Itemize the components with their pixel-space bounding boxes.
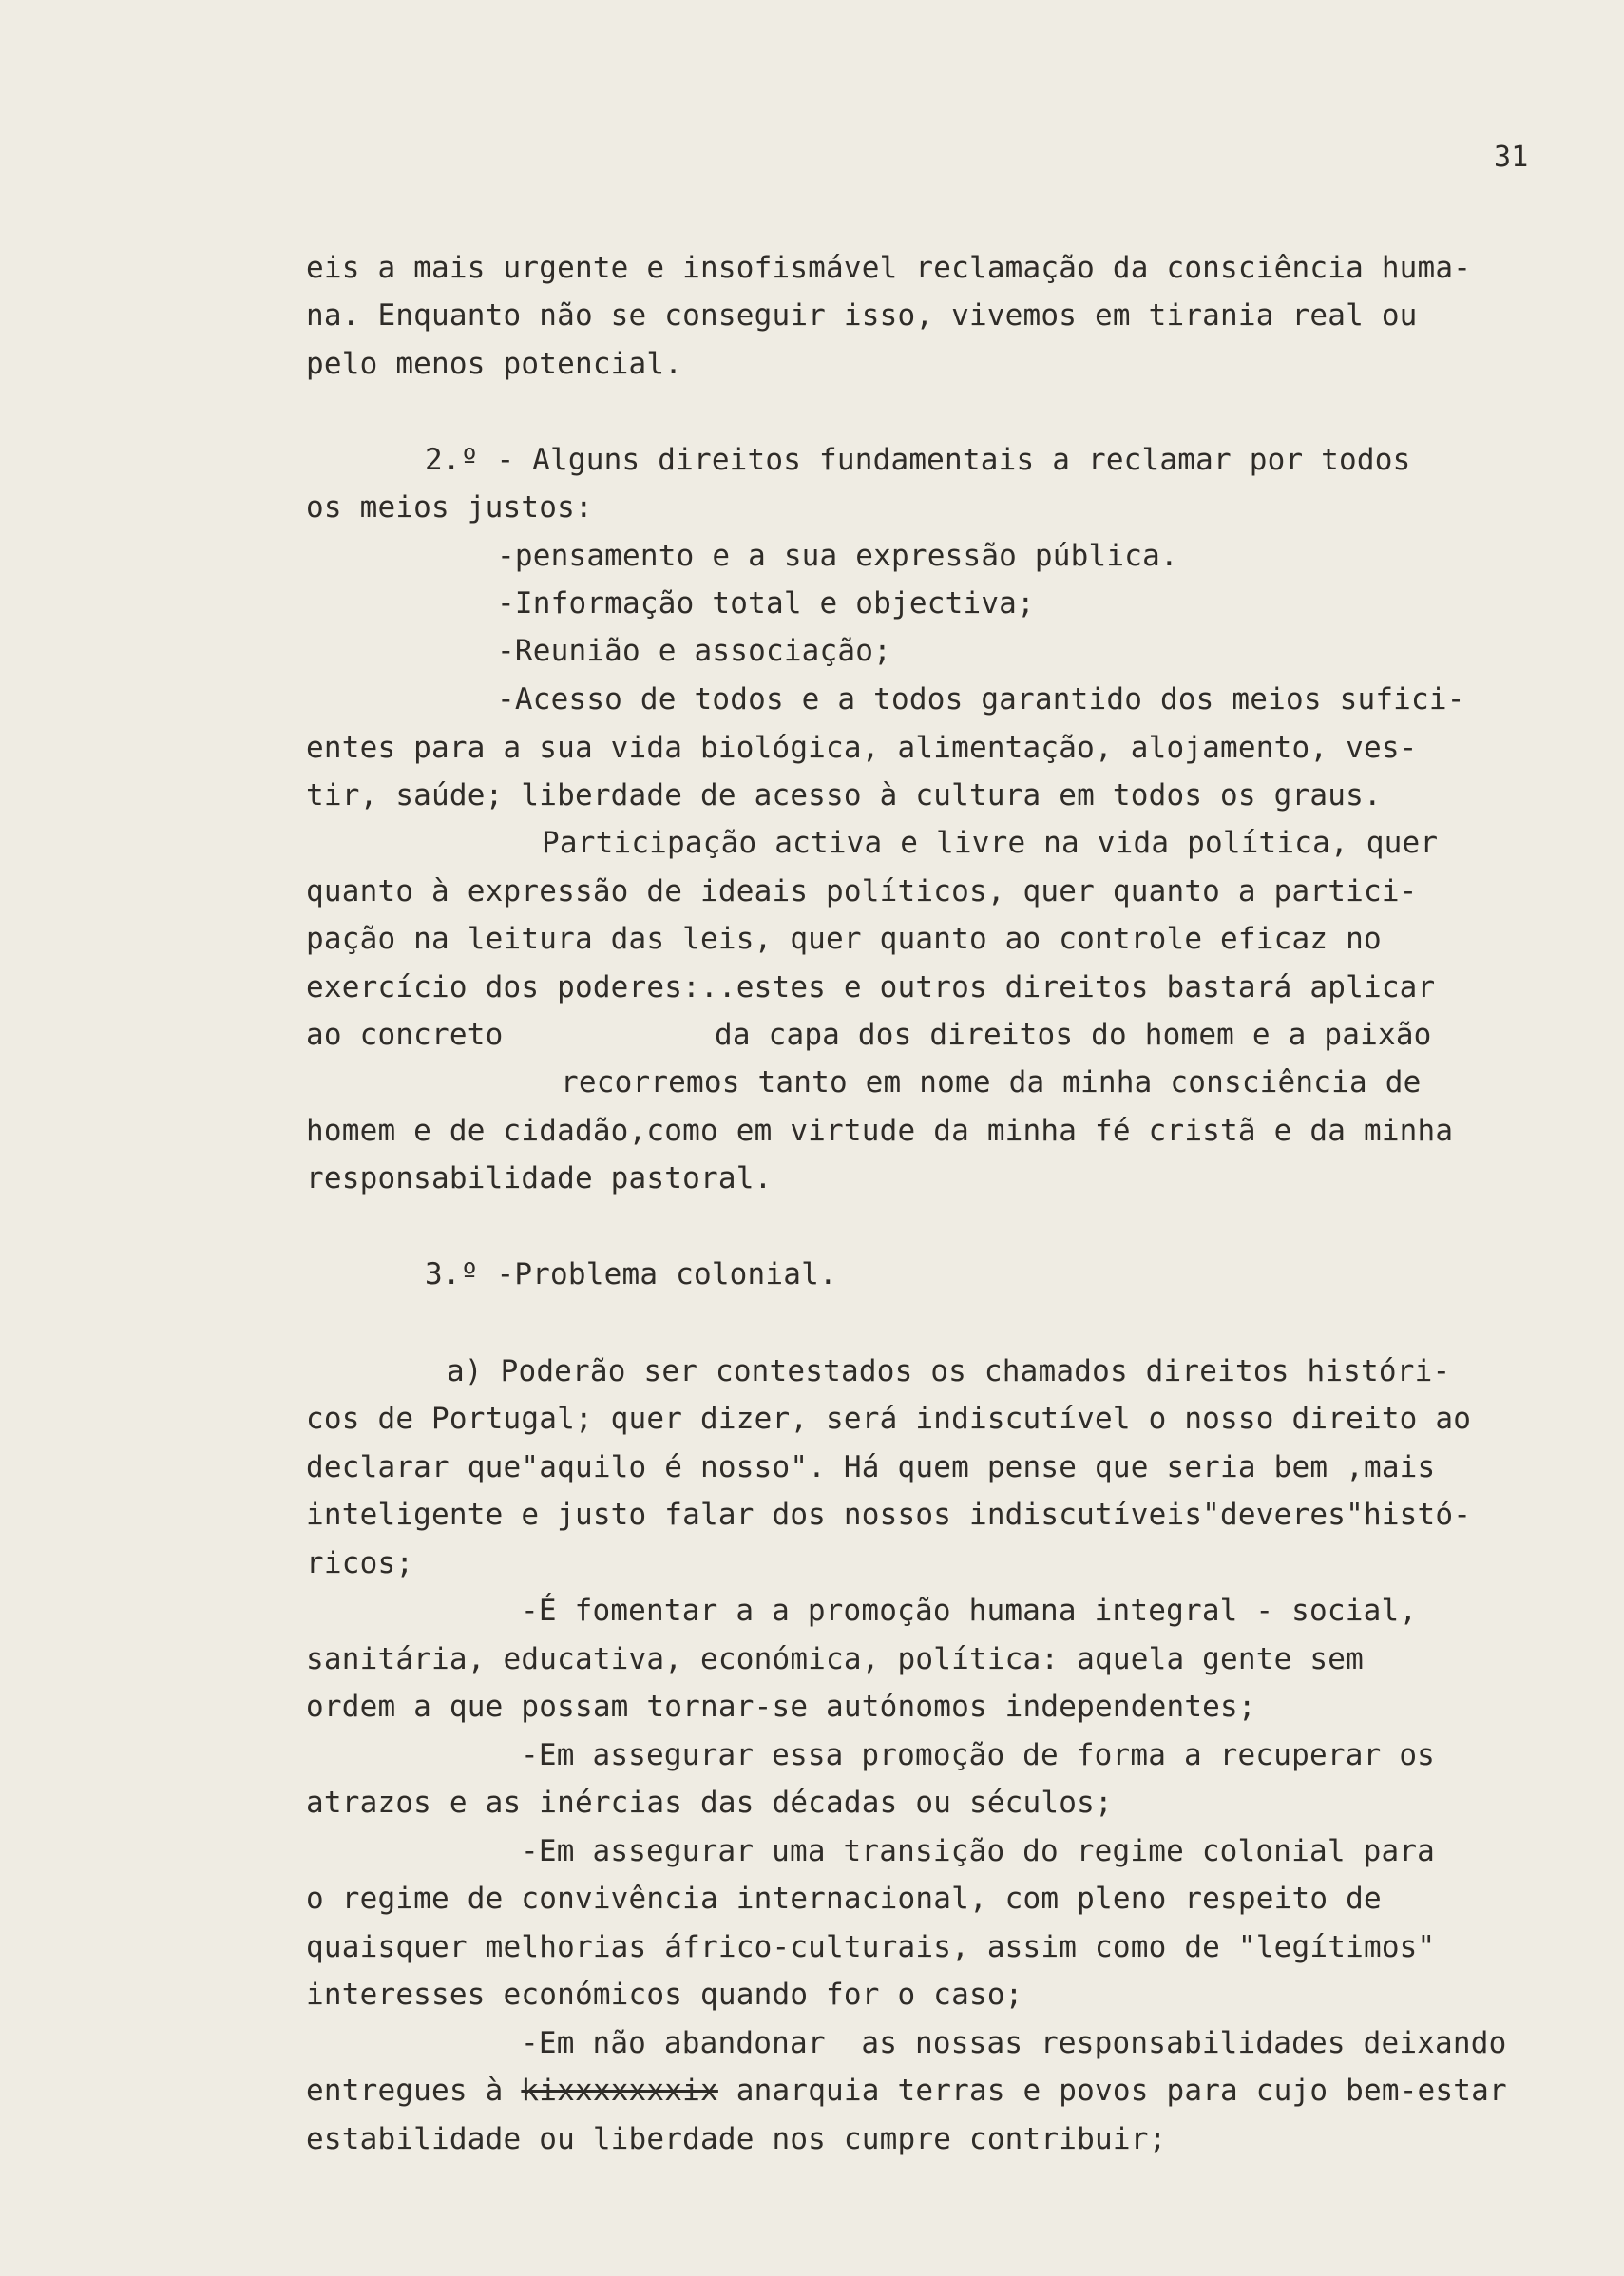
text-line: eis a mais urgente e insofismável reclamação da consciência huma- xyxy=(306,251,1472,285)
text-line: atrazos e as inércias das décadas ou séculos; xyxy=(306,1786,1113,1820)
list-item: -Informação total e objectiva; xyxy=(497,586,1035,621)
text-line: da capa dos direitos do homem e a paixão xyxy=(715,1018,1432,1052)
text-line: recorremos tanto em nome da minha consciência de xyxy=(561,1065,1422,1100)
list-item: -Reunião e associação; xyxy=(497,634,891,668)
page-number: 31 xyxy=(1494,141,1529,174)
text-line: estabilidade ou liberdade nos cumpre contribuir; xyxy=(306,2122,1167,2156)
text-line: ao concreto xyxy=(306,1018,504,1052)
section-heading: 3.º -Problema colonial. xyxy=(425,1257,837,1291)
struck-out-text: kixxxxxxxix xyxy=(521,2074,718,2108)
text-line: declarar que"aquilo é nosso". Há quem pense que seria bem ,mais xyxy=(306,1450,1436,1484)
text-line: sanitária, educativa, económica, política: aquela gente sem xyxy=(306,1642,1364,1676)
text-line: pelo menos potencial. xyxy=(306,347,683,381)
text-line: homem e de cidadão,como em virtude da minha fé cristã e da minha xyxy=(306,1114,1454,1148)
text-line: inteligente e justo falar dos nossos indiscutíveis"deveres"histó- xyxy=(306,1498,1472,1532)
text-line: pação na leitura das leis, quer quanto ao controle eficaz no xyxy=(306,922,1382,956)
text-line: quaisquer melhorias áfrico-culturais, assim como de "legítimos" xyxy=(306,1930,1436,1964)
text-line: Participação activa e livre na vida política, quer xyxy=(542,826,1439,860)
text-line: cos de Portugal; quer dizer, será indiscutível o nosso direito ao xyxy=(306,1402,1472,1436)
text-line: a) Poderão ser contestados os chamados direitos históri- xyxy=(447,1354,1451,1388)
text-line: quanto à expressão de ideais políticos, quer quanto a partici- xyxy=(306,874,1418,908)
text-fragment: entregues à xyxy=(306,2074,522,2108)
text-line: o regime de convivência internacional, com pleno respeito de xyxy=(306,1882,1382,1916)
text-line: ricos; xyxy=(306,1546,414,1580)
list-item: -Acesso de todos e a todos garantido dos meios sufici- xyxy=(497,682,1465,717)
text-line: exercício dos poderes:..estes e outros direitos bastará aplicar xyxy=(306,970,1436,1004)
list-item: -pensamento e a sua expressão pública. xyxy=(497,539,1178,573)
list-item: -É fomentar a a promoção humana integral - social, xyxy=(521,1594,1418,1628)
text-line: os meios justos: xyxy=(306,490,593,525)
text-line xyxy=(306,2076,1507,2106)
text-line: na. Enquanto não se conseguir isso, vivemos em tirania real ou xyxy=(306,298,1418,333)
text-line: responsabilidade pastoral. xyxy=(306,1161,773,1195)
text-line: entes para a sua vida biológica, alimentação, alojamento, ves- xyxy=(306,731,1418,765)
list-item: -Em não abandonar as nossas responsabilidades deixando xyxy=(521,2026,1507,2060)
text-line: interesses económicos quando for o caso; xyxy=(306,1978,1023,2012)
list-item: -Em assegurar uma transição do regime colonial para xyxy=(521,1834,1436,1868)
text-fragment: anarquia terras e povos para cujo bem-estar xyxy=(717,2074,1507,2108)
list-item: -Em assegurar essa promoção de forma a recuperar os xyxy=(521,1738,1436,1772)
text-line: ordem a que possam tornar-se autónomos independentes; xyxy=(306,1690,1256,1724)
text-line: tir, saúde; liberdade de acesso à cultura em todos os graus. xyxy=(306,778,1382,813)
section-heading: 2.º - Alguns direitos fundamentais a reclamar por todos xyxy=(425,443,1411,477)
